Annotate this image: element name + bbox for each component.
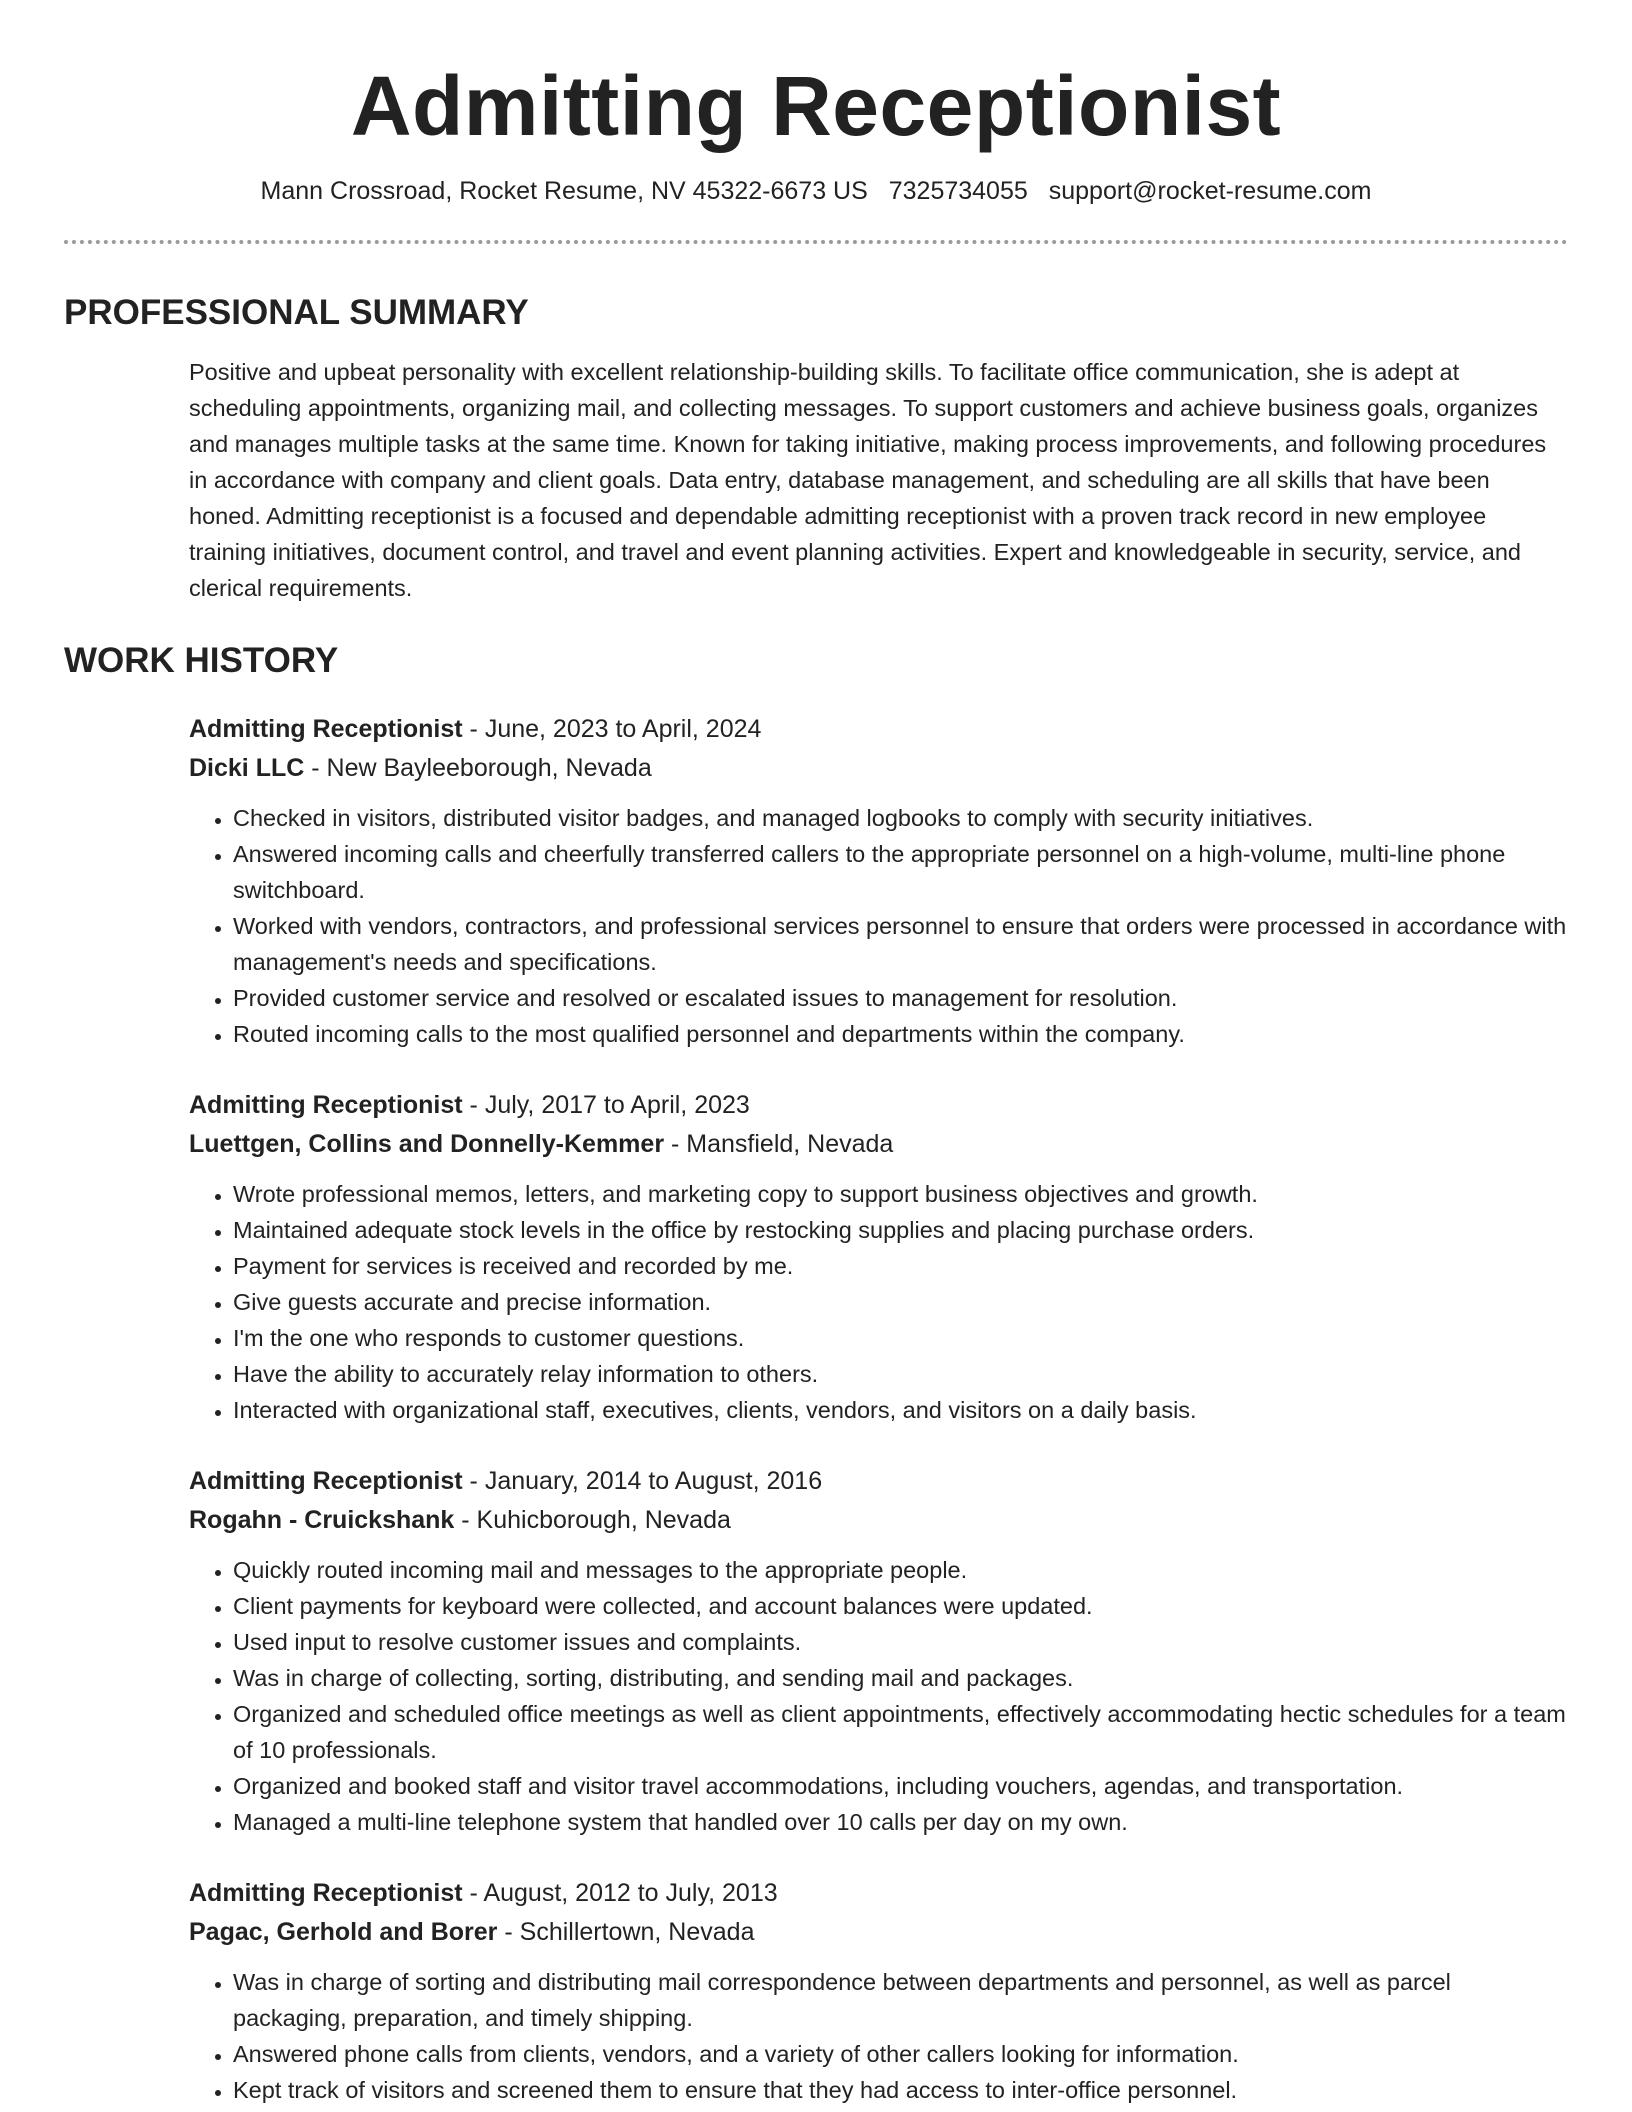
- job-bullet: • Interacted with organizational staff, executives, clients, vendors, and visitors on a daily basis.: [233, 1392, 1568, 1428]
- job-bullet: • Quickly routed incoming mail and messages to the appropriate people.: [233, 1552, 1568, 1588]
- header-divider: [64, 240, 1568, 244]
- job-bullet: • Used input to resolve customer issues and complaints.: [233, 1624, 1568, 1660]
- job-bullet: • Routed incoming calls to the most qualified personnel and departments within the company.: [233, 1016, 1568, 1052]
- job-company: Dicki LLC: [189, 754, 305, 782]
- job-role: Admitting Receptionist: [189, 1879, 463, 1907]
- job-bullets: [189, 800, 1568, 1052]
- job-bullet: • Payment for services is received and recorded by me.: [233, 1248, 1568, 1284]
- work-history-section-title: WORK HISTORY: [64, 641, 339, 680]
- contact-address: Mann Crossroad, Rocket Resume, NV 45322-6673 US: [260, 177, 868, 205]
- job-bullet: • Was in charge of sorting and distributing mail correspondence between departments and personnel, as well as parcel packaging, preparation, and timely shipping.: [233, 1964, 1568, 2036]
- candidate-name: Admitting Receptionist: [350, 59, 1282, 153]
- job-title-line: [189, 1462, 1568, 1501]
- job-bullet: • Answered phone calls from clients, vendors, and a variety of other callers looking for information.: [233, 2036, 1568, 2072]
- contact-line: [0, 176, 1632, 206]
- job-bullet: • Answered incoming calls and cheerfully transferred callers to the appropriate personnel on a high-volume, multi-line phone switchboard.: [233, 836, 1568, 908]
- job-location: - New Bayleeborough, Nevada: [304, 754, 652, 782]
- job-bullet: • Client payments for keyboard were collected, and account balances were updated.: [233, 1588, 1568, 1624]
- job-entry: [189, 710, 1568, 1052]
- job-location: - Mansfield, Nevada: [664, 1130, 894, 1158]
- job-bullet: • Organized and scheduled office meetings as well as client appointments, effectively accommodating hectic schedules for a team of 10 professionals.: [233, 1696, 1568, 1768]
- job-bullet: • Wrote professional memos, letters, and marketing copy to support business objectives and growth.: [233, 1176, 1568, 1212]
- job-dates: - August, 2012 to July, 2013: [462, 1879, 778, 1907]
- job-bullet: • Organized and booked staff and visitor travel accommodations, including vouchers, agendas, and transportation.: [233, 1768, 1568, 1804]
- job-entry: [189, 1086, 1568, 1428]
- job-bullet: • Provided customer service and resolved or escalated issues to management for resolution.: [233, 980, 1568, 1016]
- contact-email: support@rocket-resume.com: [1048, 177, 1372, 205]
- resume-header: [0, 0, 1632, 206]
- job-location: - Schillertown, Nevada: [497, 1918, 755, 1946]
- job-bullet: • Checked in visitors, distributed visitor badges, and managed logbooks to comply with security initiatives.: [233, 800, 1568, 836]
- job-bullet: • Have the ability to accurately relay information to others.: [233, 1356, 1568, 1392]
- job-company-line: [189, 1913, 1568, 1952]
- summary-section-title: PROFESSIONAL SUMMARY: [64, 293, 529, 332]
- job-role: Admitting Receptionist: [189, 1091, 463, 1119]
- job-bullet: • Kept track of visitors and screened them to ensure that they had access to inter-office personnel.: [233, 2072, 1568, 2108]
- job-company: Luettgen, Collins and Donnelly-Kemmer: [189, 1130, 665, 1158]
- job-role: Admitting Receptionist: [189, 715, 463, 743]
- job-bullet: • Worked with vendors, contractors, and professional services personnel to ensure that orders were processed in accordance with management's needs and specifications.: [233, 908, 1568, 980]
- job-dates: - June, 2023 to April, 2024: [462, 715, 762, 743]
- job-bullet: • Managed a multi-line telephone system that handled over 10 calls per day on my own.: [233, 1804, 1568, 1840]
- job-company: Rogahn - Cruickshank: [189, 1506, 455, 1534]
- job-bullet: • Give guests accurate and precise information.: [233, 1284, 1568, 1320]
- summary-text: Positive and upbeat personality with excellent relationship-building skills. To facilitate office communication, she is adept at scheduling appointments, organizing mail, and collecting messages. To support customers and achieve business goals, organizes and manages multiple tasks at the same time. Known for taking initiative, making process improvements, and following procedures in accordance with company and client goals. Data entry, database management, and scheduling are all skills that have been honed. Admitting receptionist is a focused and dependable admitting receptionist with a proven track record in new employee training initiatives, document control, and travel and event planning activities. Expert and knowledgeable in security, service, and clerical requirements.: [189, 359, 1547, 601]
- job-company: Pagac, Gerhold and Borer: [189, 1918, 498, 1946]
- job-company-line: [189, 749, 1568, 788]
- job-bullets: [189, 1176, 1568, 1428]
- job-title-line: [189, 1086, 1568, 1125]
- job-bullets: [189, 1964, 1568, 2108]
- job-dates: - January, 2014 to August, 2016: [462, 1467, 823, 1495]
- job-role: Admitting Receptionist: [189, 1467, 463, 1495]
- job-company-line: [189, 1501, 1568, 1540]
- job-dates: - July, 2017 to April, 2023: [462, 1091, 750, 1119]
- job-location: - Kuhicborough, Nevada: [454, 1506, 731, 1534]
- job-title-line: [189, 710, 1568, 749]
- job-entry: [189, 1874, 1568, 2108]
- work-history-list: [189, 710, 1568, 2108]
- job-bullet: • Was in charge of collecting, sorting, distributing, and sending mail and packages.: [233, 1660, 1568, 1696]
- contact-phone: 7325734055: [888, 177, 1028, 205]
- job-bullet: • Maintained adequate stock levels in the office by restocking supplies and placing purchase orders.: [233, 1212, 1568, 1248]
- job-bullets: [189, 1552, 1568, 1840]
- job-company-line: [189, 1125, 1568, 1164]
- job-bullet: • I'm the one who responds to customer questions.: [233, 1320, 1568, 1356]
- job-entry: [189, 1462, 1568, 1840]
- job-title-line: [189, 1874, 1568, 1913]
